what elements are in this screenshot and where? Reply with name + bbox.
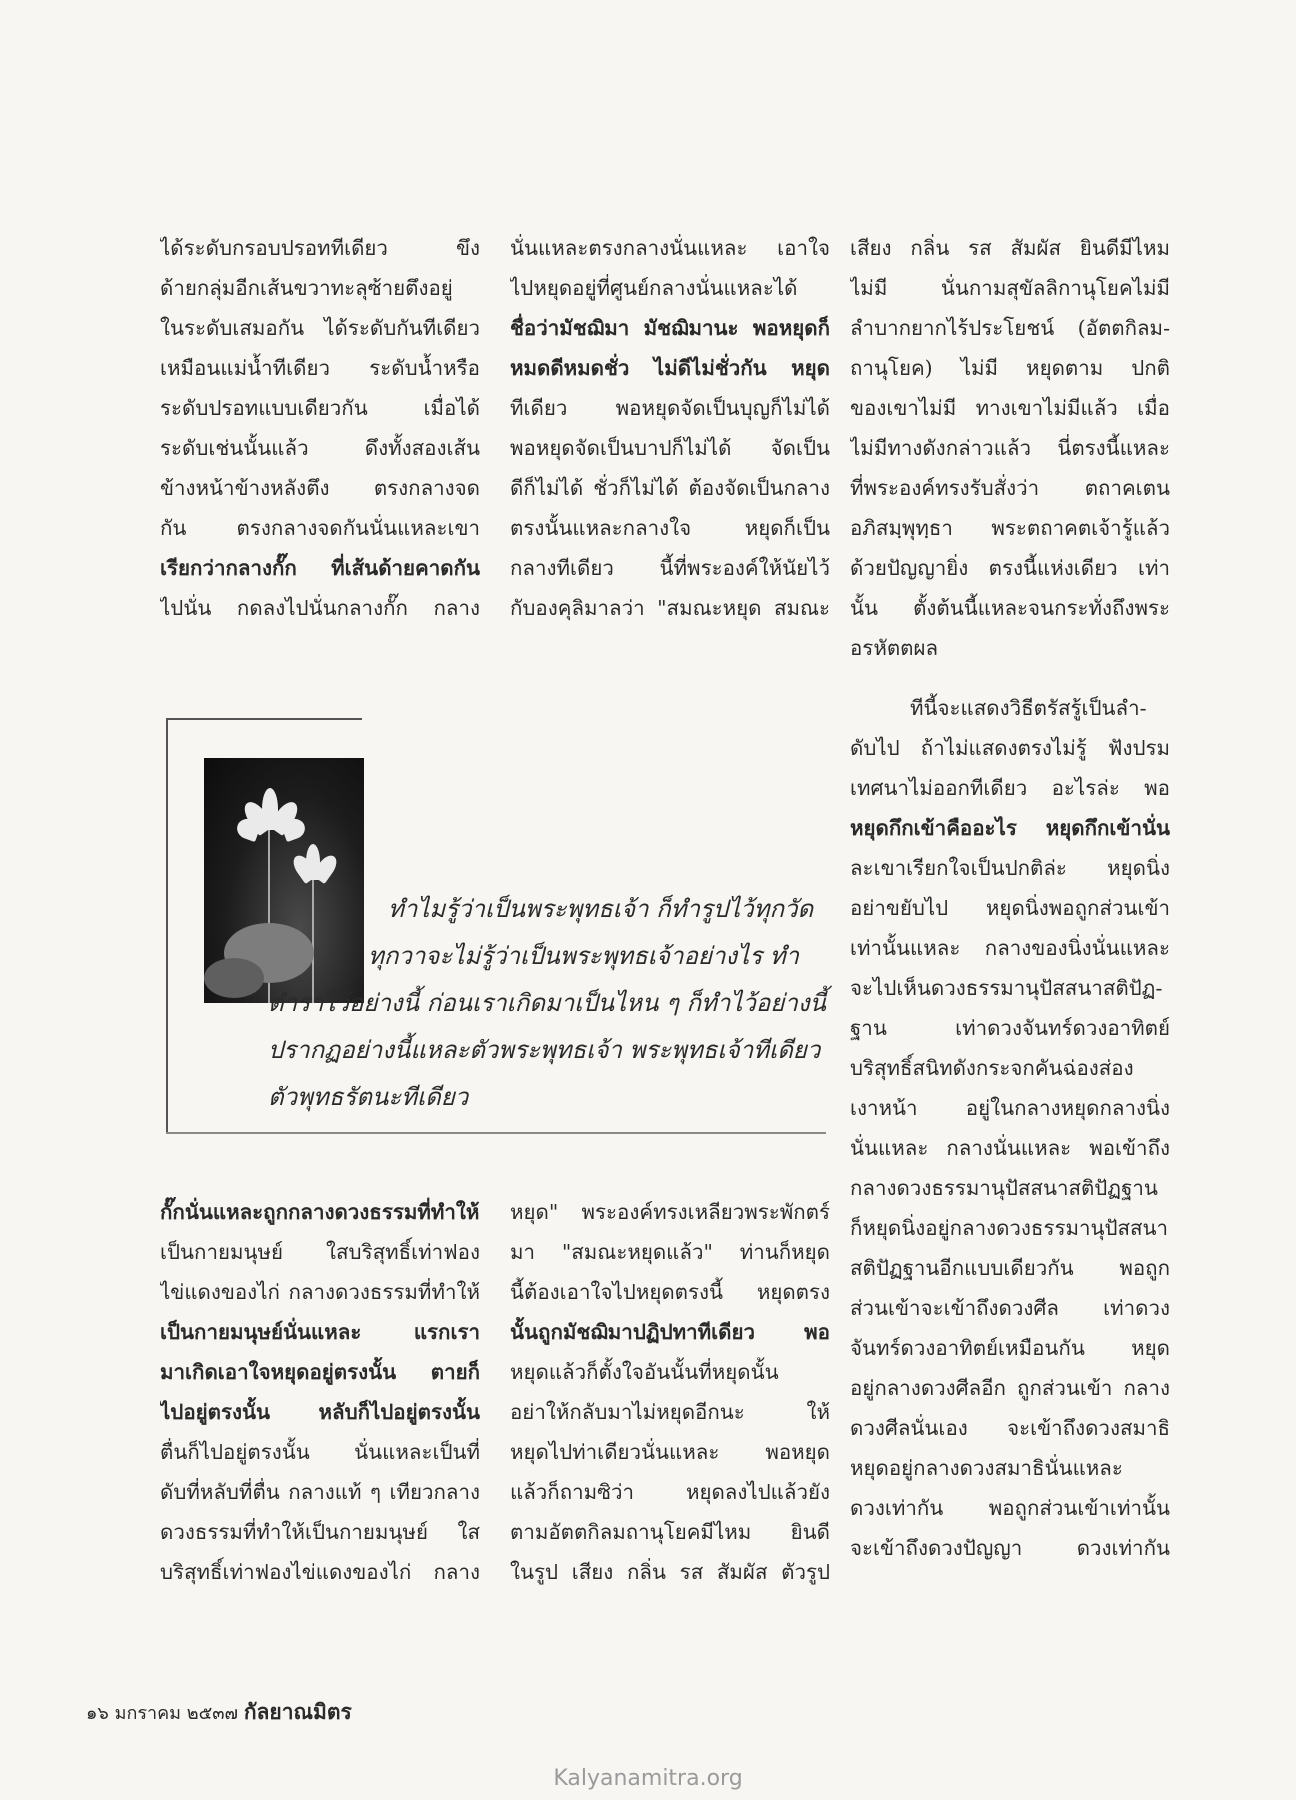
text-line: เป็นกายมนุษย์ ใสบริสุทธิ์เท่าฟอง — [160, 1240, 480, 1264]
text-line: ดวงธรรมที่ทำให้เป็นกายมนุษย์ ใส — [160, 1520, 480, 1544]
text-line: ดวงศีลนั่นเอง จะเข้าถึงดวงสมาธิ — [850, 1416, 1170, 1440]
text-line: กับองคุลิมาลว่า "สมณะหยุด สมณะ — [510, 596, 830, 620]
pullquote-line: ตัวพุทธรัตนะทีเดียว — [268, 1083, 469, 1111]
text-line: กลางดวงธรรมานุปัสสนาสติปัฏฐาน — [850, 1176, 1158, 1200]
text-line: เสียง กลิ่น รส สัมผัส ยินดีมีไหม — [850, 236, 1170, 260]
text-line: นั้น ตั้งต้นนี้แหละจนกระทั่งถึงพระ — [850, 596, 1170, 620]
text-line: เหมือนแม่น้ำทีเดียว ระดับน้ำหรือ — [160, 356, 480, 380]
text-line: ได้ระดับกรอบปรอททีเดียว ขึง — [160, 236, 480, 260]
text-line: ตามอัตตกิลมถานุโยคมีไหม ยินดี — [510, 1520, 830, 1544]
text-line: พอหยุดจัดเป็นบาปก็ไม่ได้ จัดเป็น — [510, 436, 830, 460]
pullquote-frame-top — [166, 718, 362, 720]
text-line: ในรูป เสียง กลิ่น รส สัมผัส ตัวรูป — [510, 1560, 830, 1584]
text-line: เท่านั้นแหละ กลางของนิ่งนั่นแหละ — [850, 936, 1170, 960]
text-line: ระดับเช่นนั้นแล้ว ดึงทั้งสองเส้น — [160, 436, 480, 460]
column-top-left — [160, 228, 480, 628]
text-line: กลางทีเดียว นี้ที่พระองค์ให้นัยไว้ — [510, 556, 830, 580]
text-line: ระดับปรอทแบบเดียวกัน เมื่อได้ — [160, 396, 480, 420]
text-line: หยุดกึกเข้าคืออะไร หยุดกึกเข้านั่น — [850, 816, 1170, 840]
text-line: กัน ตรงกลางจดกันนั่นแหละเขา — [160, 516, 480, 540]
text-line: ละเขาเรียกใจเป็นปกติล่ะ หยุดนิ่ง — [850, 856, 1170, 880]
text-line: กั๊กนั่นแหละถูกกลางดวงธรรมที่ทำให้ — [160, 1200, 480, 1224]
text-line: ไปอยู่ตรงนั้น หลับก็ไปอยู่ตรงนั้น — [160, 1400, 480, 1424]
text-line: ชื่อว่ามัชฌิมา มัชฌิมานะ พอหยุดก็ — [510, 316, 830, 340]
text-line: มาเกิดเอาใจหยุดอยู่ตรงนั้น ตายก็ — [160, 1360, 480, 1384]
text-line: นั้นถูกมัชฌิมาปฏิปทาทีเดียว พอ — [510, 1320, 830, 1344]
text-line: นั่นแหละ กลางนั่นแหละ พอเข้าถึง — [850, 1136, 1170, 1160]
text-line: ลำบากยากไร้ประโยชน์ (อัตตกิลม- — [850, 316, 1170, 340]
pullquote-frame-left — [166, 718, 168, 1134]
text-line: เงาหน้า อยู่ในกลางหยุดกลางนิ่ง — [850, 1096, 1170, 1120]
text-line: ด้ายกลุ่มอีกเส้นขวาทะลุซ้ายตึงอยู่ — [160, 276, 453, 300]
text-line: ถานุโยค) ไม่มี หยุดตาม ปกติ — [850, 356, 1170, 380]
text-line: ไม่มี นั่นกามสุขัลลิกานุโยคไม่มี — [850, 276, 1170, 300]
text-line: อย่าขยับไป หยุดนิ่งพอถูกส่วนเข้า — [850, 896, 1170, 920]
column-right-continued — [850, 688, 1170, 1568]
text-line: ดีก็ไม่ได้ ชั่วก็ไม่ได้ ต้องจัดเป็นกลาง — [510, 476, 830, 500]
text-line: อยู่กลางดวงศีลอีก ถูกส่วนเข้า กลาง — [850, 1376, 1170, 1400]
text-line: ดับที่หลับที่ตื่น กลางแท้ ๆ เทียวกลาง — [160, 1480, 480, 1504]
text-line: หยุดแล้วก็ตั้งใจอันนั้นที่หยุดนั้น — [510, 1360, 779, 1384]
text-line: นั่นแหละตรงกลางนั่นแหละ เอาใจ — [510, 236, 830, 260]
text-line: จะไปเห็นดวงธรรมานุปัสสนาสติปัฏ- — [850, 976, 1163, 1000]
text-line: ดับไป ถ้าไม่แสดงตรงไม่รู้ ฟังปรม — [850, 736, 1170, 760]
text-line: ตรงนั้นแหละกลางใจ หยุดก็เป็น — [510, 516, 830, 540]
text-line: ตื่นก็ไปอยู่ตรงนั้น นั่นแหละเป็นที่ — [160, 1440, 480, 1464]
text-line: เทศนาไม่ออกทีเดียว อะไรล่ะ พอ — [850, 776, 1170, 800]
column-bottom-left — [160, 1192, 480, 1592]
column-bottom-middle — [510, 1192, 830, 1592]
text-line: ไปนั่น กดลงไปนั่นกลางกั๊ก กลาง — [160, 596, 480, 620]
text-line: ฐาน เท่าดวงจันทร์ดวงอาทิตย์ — [850, 1016, 1170, 1040]
text-line: จันทร์ดวงอาทิตย์เหมือนกัน หยุด — [850, 1336, 1170, 1360]
text-line: ดวงเท่ากัน พอถูกส่วนเข้าเท่านั้น — [850, 1496, 1170, 1520]
text-line: หยุดไปท่าเดียวนั่นแหละ พอหยุด — [510, 1440, 830, 1464]
text-line: อภิสมฺพุทฺธา พระตถาคตเจ้ารู้แล้ว — [850, 516, 1170, 540]
text-line: ไปหยุดอยู่ที่ศูนย์กลางนั่นแหละได้ — [510, 276, 798, 300]
text-line: เป็นกายมนุษย์นั่นแหละ แรกเรา — [160, 1320, 480, 1344]
text-line: ข้างหน้าข้างหลังตึง ตรงกลางจด — [160, 476, 480, 500]
text-line: มา "สมณะหยุดแล้ว" ท่านก็หยุด — [510, 1240, 830, 1264]
page-number: ๑๖ — [86, 1703, 109, 1724]
column-top-middle — [510, 228, 830, 628]
text-line: ในระดับเสมอกัน ได้ระดับกันทีเดียว — [160, 316, 480, 340]
text-line: อรหัตตผล — [850, 636, 939, 660]
lotus-photo — [204, 758, 364, 1003]
text-line: เรียกว่ากลางกั๊ก ที่เส้นด้ายคาดกัน — [160, 556, 480, 580]
magazine-name: กัลยาณมิตร — [243, 1700, 352, 1724]
text-line: ก็หยุดนิ่งอยู่กลางดวงธรรมานุปัสสนา — [850, 1216, 1169, 1240]
pullquote-frame-bottom — [166, 1132, 826, 1134]
pullquote-line: ทุกวาจะไม่รู้ว่าเป็นพระพุทธเจ้าอย่างไร ทำ — [368, 942, 800, 970]
issue-date: มกราคม ๒๕๓๗ — [114, 1703, 239, 1724]
text-line: ส่วนเข้าจะเข้าถึงดวงศีล เท่าดวง — [850, 1296, 1170, 1320]
text-line: ด้วยปัญญายิ่ง ตรงนี้แห่งเดียว เท่า — [850, 556, 1170, 580]
page-footer — [86, 1696, 352, 1729]
text-line: ทีเดียว พอหยุดจัดเป็นบุญก็ไม่ได้ — [510, 396, 830, 420]
text-line: ไข่แดงของไก่ กลางดวงธรรมที่ทำให้ — [160, 1280, 480, 1304]
text-line: อย่าให้กลับมาไม่หยุดอีกนะ ให้ — [510, 1400, 830, 1424]
pullquote-line: ตำราไว้อย่างนี้ ก่อนเราเกิดมาเป็นไหน ๆ ก็ทำไว้อย่างนี้ — [268, 989, 826, 1017]
text-line: จะเข้าถึงดวงปัญญา ดวงเท่ากัน — [850, 1536, 1170, 1560]
pullquote-line: ปรากฏอย่างนี้แหละตัวพระพุทธเจ้า พระพุทธเจ้าทีเดียว — [268, 1036, 821, 1064]
text-line: นี้ต้องเอาใจไปหยุดตรงนี้ หยุดตรง — [510, 1280, 830, 1304]
text-line: หยุดอยู่กลางดวงสมาธินั่นแหละ — [850, 1456, 1123, 1480]
text-line: ของเขาไม่มี ทางเขาไม่มีแล้ว เมื่อ — [850, 396, 1170, 420]
text-line: ที่พระองค์ทรงรับสั่งว่า ตถาคเตน — [850, 476, 1170, 500]
text-line: หยุด" พระองค์ทรงเหลียวพระพักตร์ — [510, 1200, 830, 1224]
text-line: ไม่มีทางดังกล่าวแล้ว นี่ตรงนี้แหละ — [850, 436, 1170, 460]
text-line: บริสุทธิ์เท่าฟองไข่แดงของไก่ กลาง — [160, 1560, 480, 1584]
text-line: บริสุทธิ์สนิทดังกระจกคันฉ่องส่อง — [850, 1056, 1134, 1080]
text-line: แล้วก็ถามซิว่า หยุดลงไปแล้วยัง — [510, 1480, 830, 1504]
column-top-right — [850, 228, 1170, 668]
watermark: Kalyanamitra.org — [553, 1766, 743, 1791]
pullquote-line: ทำไมรู้ว่าเป็นพระพุทธเจ้า ก็ทำรูปไว้ทุกวัด — [388, 895, 814, 923]
text-line: หมดดีหมดชั่ว ไม่ดีไม่ชั่วกัน หยุด — [510, 356, 830, 380]
text-line: สติปัฏฐานอีกแบบเดียวกัน พอถูก — [850, 1256, 1170, 1280]
text-line: ทีนี้จะแสดงวิธีตรัสรู้เป็นลำ- — [910, 696, 1147, 720]
